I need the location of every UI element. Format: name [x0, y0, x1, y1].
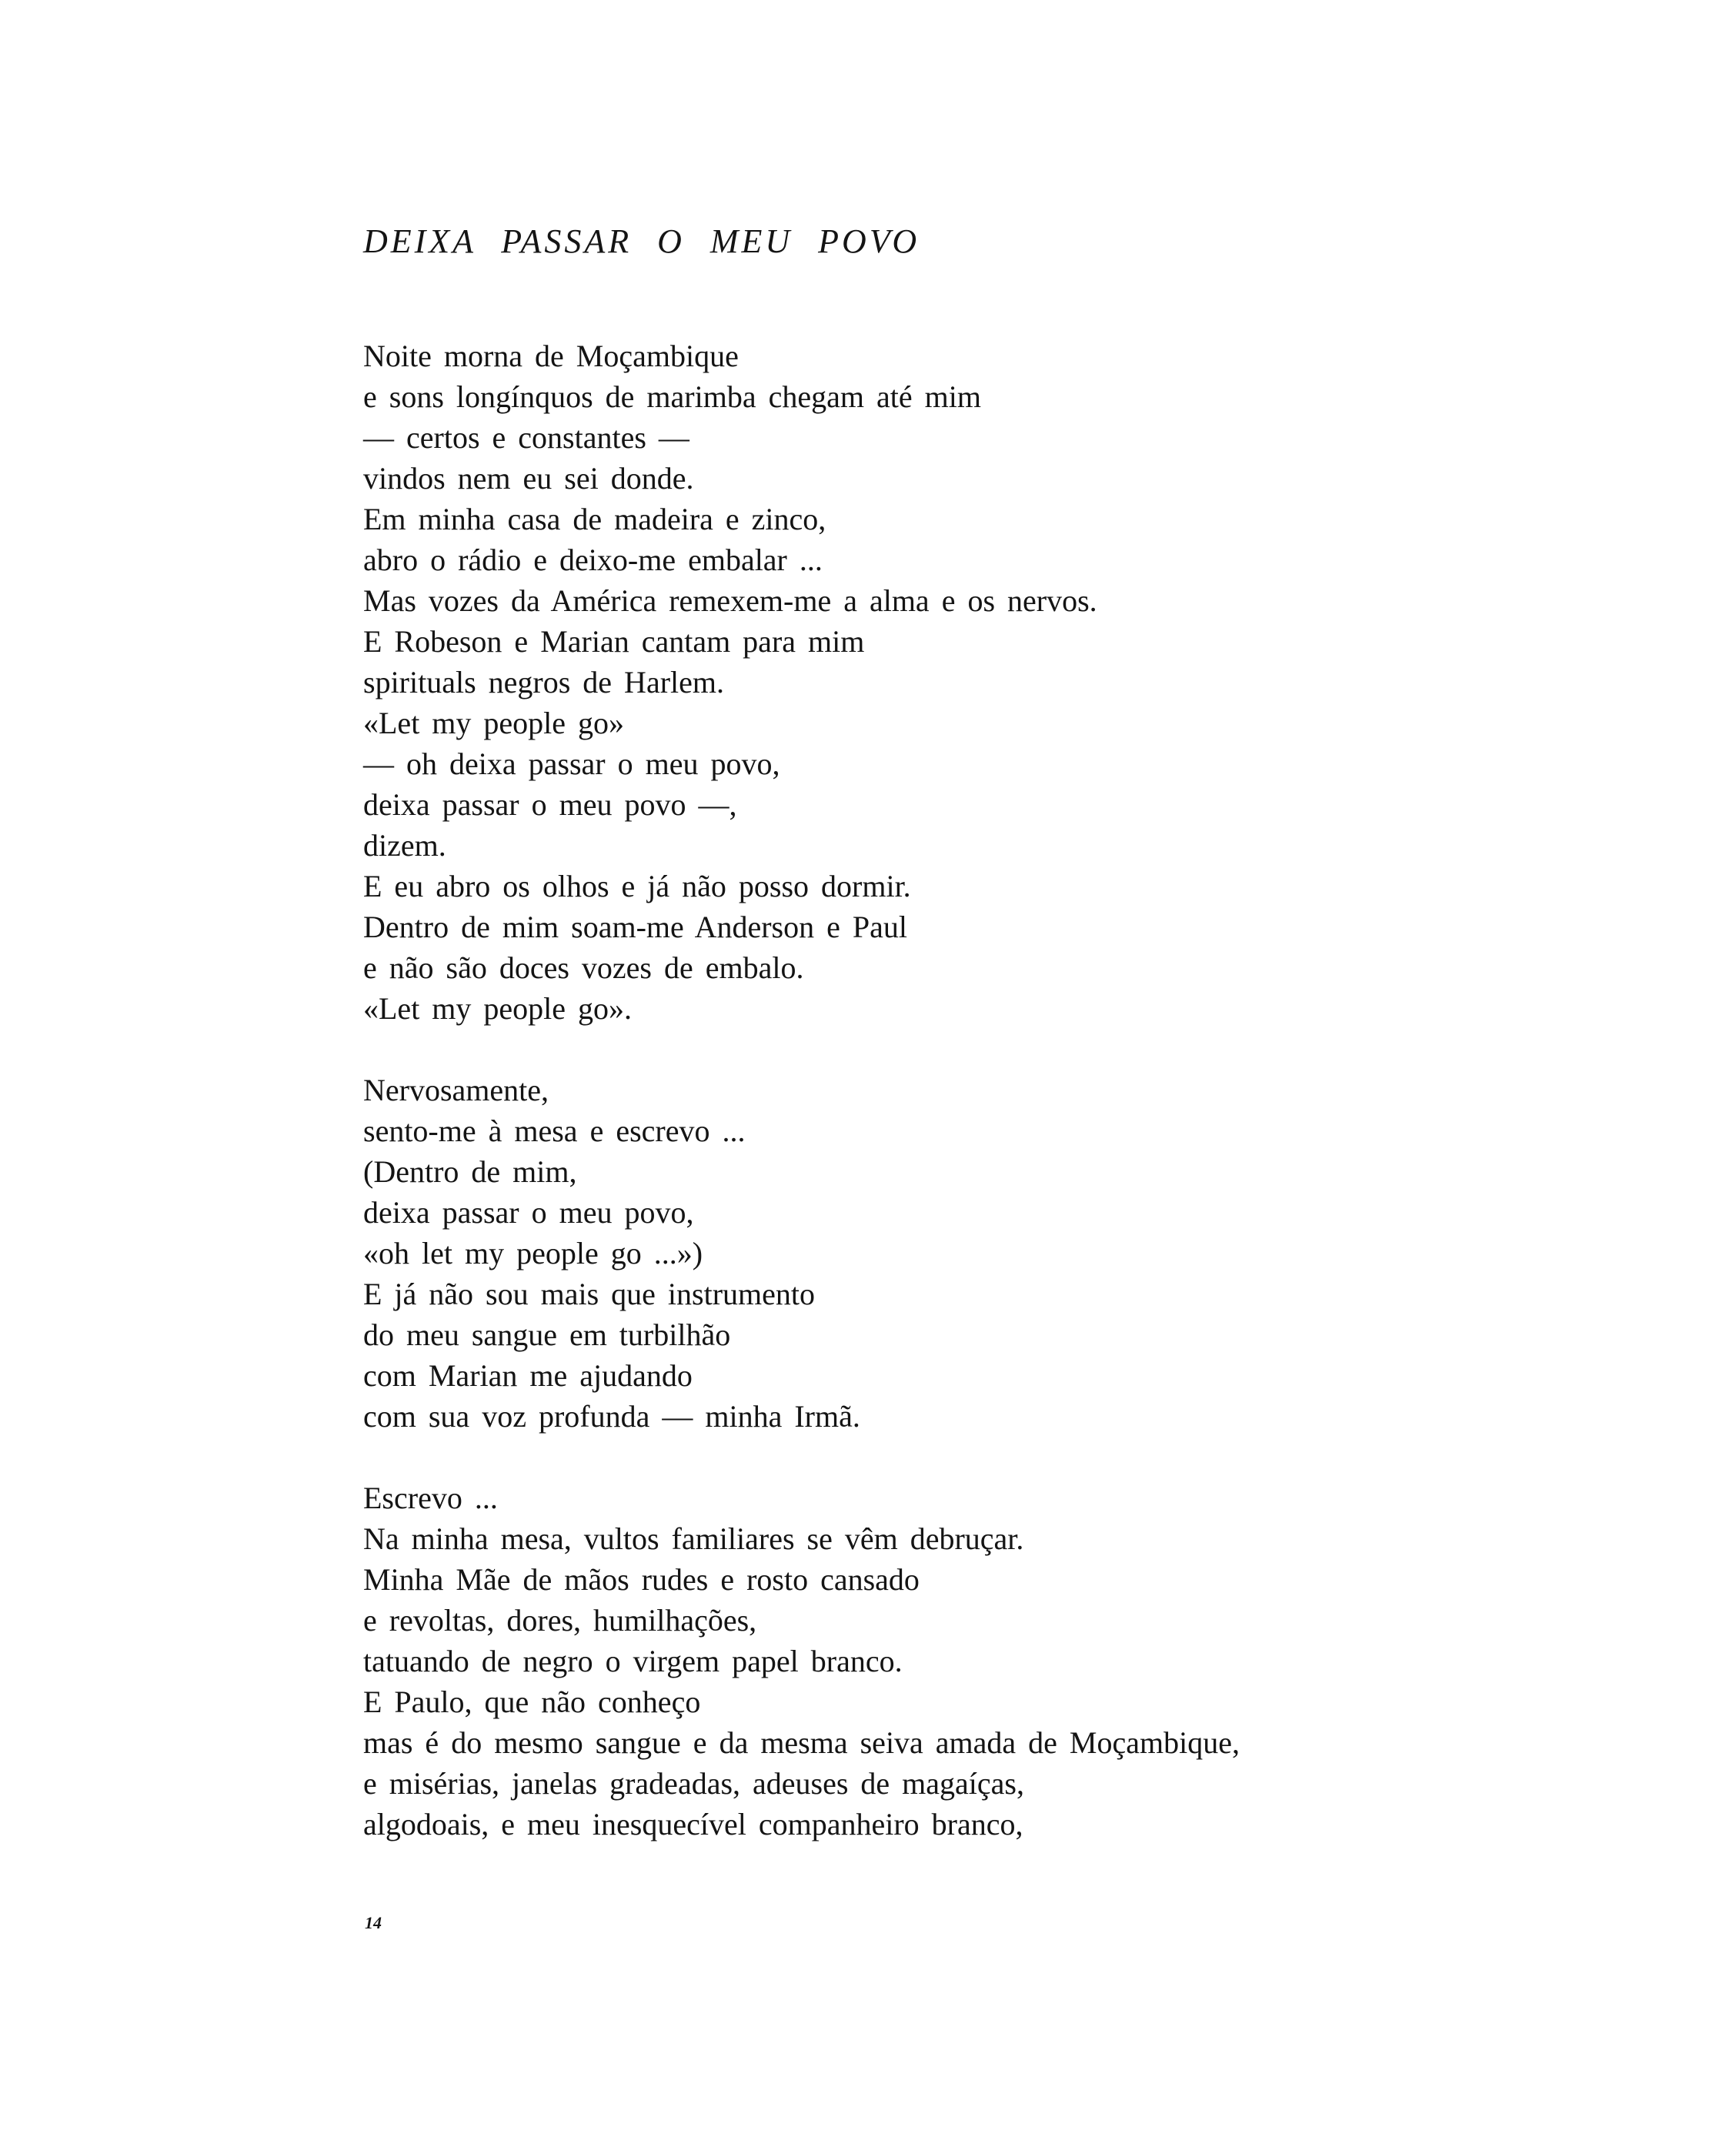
poem-line: Minha Mãe de mãos rudes e rosto cansado	[363, 1562, 920, 1597]
poem-line: sento-me à mesa e escrevo ...	[363, 1114, 746, 1148]
poem-line: algodoais, e meu inesquecível companheiro branco,	[363, 1807, 1023, 1841]
poem-line: mas é do mesmo sangue e da mesma seiva amada de Moçambique,	[363, 1725, 1240, 1760]
poem-line: E eu abro os olhos e já não posso dormir.	[363, 869, 911, 903]
poem-line: E Paulo, que não conheço	[363, 1685, 701, 1719]
poem-line: Em minha casa de madeira e zinco,	[363, 502, 826, 536]
poem-title: DEIXA PASSAR O MEU POVO	[363, 222, 920, 260]
poem-line: Escrevo ...	[363, 1481, 498, 1515]
poem-body	[363, 336, 1671, 1845]
poem-line: e sons longínquos de marimba chegam até mim	[363, 379, 981, 414]
poem-line: — oh deixa passar o meu povo,	[363, 746, 780, 781]
poem-line: Dentro de mim soam-me Anderson e Paul	[363, 910, 907, 944]
poem-line: — certos e constantes —	[363, 420, 689, 455]
stanza	[363, 336, 1671, 1029]
poem-line: «Let my people go»	[363, 706, 625, 740]
poem-line: tatuando de negro o virgem papel branco.	[363, 1644, 903, 1678]
poem-line: deixa passar o meu povo,	[363, 1195, 694, 1230]
poem-line: «oh let my people go ...»)	[363, 1236, 703, 1271]
poem-line: com sua voz profunda — minha Irmã.	[363, 1399, 860, 1434]
poem-line: Na minha mesa, vultos familiares se vêm debruçar.	[363, 1521, 1024, 1556]
poem-line: «Let my people go».	[363, 991, 633, 1026]
poem-line: E Robeson e Marian cantam para mim	[363, 624, 865, 659]
poem-line: Mas vozes da América remexem-me a alma e os nervos.	[363, 583, 1097, 618]
page-number: 14	[365, 1913, 382, 1932]
poem-line: e não são doces vozes de embalo.	[363, 950, 804, 985]
poem-line: spirituals negros de Harlem.	[363, 665, 724, 700]
poem-line: do meu sangue em turbilhão	[363, 1317, 731, 1352]
poem-line: e revoltas, dores, humilhações,	[363, 1603, 757, 1638]
poem-line: vindos nem eu sei donde.	[363, 461, 694, 496]
poem-line: Noite morna de Moçambique	[363, 339, 739, 373]
poem-line: abro o rádio e deixo-me embalar ...	[363, 543, 823, 577]
poem-line: E já não sou mais que instrumento	[363, 1277, 816, 1311]
stanza	[363, 1478, 1671, 1845]
poem-line: (Dentro de mim,	[363, 1154, 577, 1189]
poem-line: com Marian me ajudando	[363, 1358, 693, 1393]
poem-line: dizem.	[363, 828, 446, 863]
stanza	[363, 1070, 1671, 1437]
poem-line: deixa passar o meu povo —,	[363, 787, 737, 822]
poem-line: Nervosamente,	[363, 1073, 549, 1107]
poem-line: e misérias, janelas gradeadas, adeuses de magaíças,	[363, 1766, 1024, 1801]
